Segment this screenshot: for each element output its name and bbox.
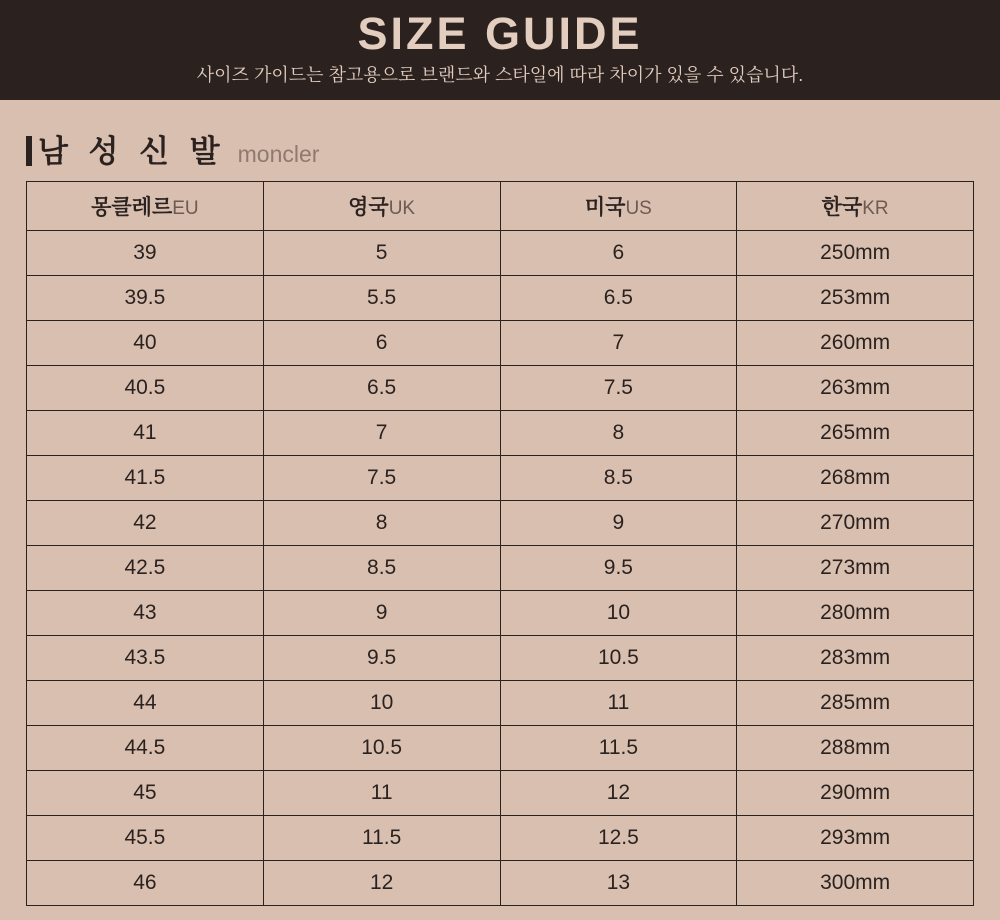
column-header-main: 한국 <box>821 196 863 219</box>
section-brand: moncler <box>237 141 320 167</box>
cell-kr: 268mm <box>737 456 974 501</box>
cell-uk: 8 <box>263 501 500 546</box>
cell-us: 7 <box>500 321 737 366</box>
cell-us: 12 <box>500 771 737 816</box>
column-header-main: 몽클레르 <box>91 196 173 219</box>
table-row <box>27 816 974 861</box>
column-header-main: 영국 <box>348 196 389 219</box>
cell-us: 11 <box>500 681 737 726</box>
column-header-main: 미국 <box>584 196 626 219</box>
cell-us: 9 <box>500 501 737 546</box>
column-header-sub: EU <box>172 198 199 219</box>
section-header <box>26 126 1000 171</box>
table-row <box>27 366 974 411</box>
cell-us: 7.5 <box>500 366 737 411</box>
cell-eu: 41.5 <box>27 456 264 501</box>
table-row <box>27 231 974 276</box>
cell-us: 10.5 <box>500 636 737 681</box>
page-title: SIZE GUIDE <box>357 8 643 59</box>
cell-eu: 44.5 <box>27 726 264 771</box>
column-header-sub: UK <box>388 198 416 219</box>
column-header-sub: US <box>625 198 652 219</box>
table-row <box>27 726 974 771</box>
size-table <box>26 181 974 906</box>
table-column-header <box>500 182 737 231</box>
table-row <box>27 636 974 681</box>
cell-kr: 280mm <box>737 591 974 636</box>
table-row <box>27 681 974 726</box>
cell-uk: 11 <box>263 771 500 816</box>
accent-bar-icon <box>26 136 32 166</box>
cell-us: 8.5 <box>500 456 737 501</box>
cell-us: 9.5 <box>500 546 737 591</box>
page-header <box>0 0 1000 100</box>
cell-us: 13 <box>500 861 737 906</box>
cell-uk: 5.5 <box>263 276 500 321</box>
table-row <box>27 501 974 546</box>
cell-kr: 270mm <box>737 501 974 546</box>
cell-uk: 6 <box>263 321 500 366</box>
cell-kr: 263mm <box>737 366 974 411</box>
cell-eu: 42 <box>27 501 264 546</box>
cell-us: 12.5 <box>500 816 737 861</box>
cell-uk: 7.5 <box>263 456 500 501</box>
table-row <box>27 411 974 456</box>
cell-kr: 290mm <box>737 771 974 816</box>
table-row <box>27 591 974 636</box>
cell-kr: 285mm <box>737 681 974 726</box>
cell-uk: 11.5 <box>263 816 500 861</box>
cell-uk: 6.5 <box>263 366 500 411</box>
cell-eu: 44 <box>27 681 264 726</box>
cell-us: 6.5 <box>500 276 737 321</box>
size-table-container <box>26 181 974 906</box>
page-subtitle: 사이즈 가이드는 참고용으로 브랜드와 스타일에 따라 차이가 있을 수 있습니다. <box>196 65 804 85</box>
cell-eu: 46 <box>27 861 264 906</box>
table-column-header <box>737 182 974 231</box>
cell-uk: 12 <box>263 861 500 906</box>
table-header-row <box>27 182 974 231</box>
cell-eu: 41 <box>27 411 264 456</box>
cell-kr: 253mm <box>737 276 974 321</box>
column-header-sub: KR <box>862 198 889 219</box>
cell-eu: 43.5 <box>27 636 264 681</box>
cell-kr: 300mm <box>737 861 974 906</box>
cell-us: 6 <box>500 231 737 276</box>
cell-us: 10 <box>500 591 737 636</box>
cell-uk: 7 <box>263 411 500 456</box>
cell-eu: 45.5 <box>27 816 264 861</box>
cell-eu: 43 <box>27 591 264 636</box>
cell-uk: 10 <box>263 681 500 726</box>
cell-uk: 5 <box>263 231 500 276</box>
cell-uk: 8.5 <box>263 546 500 591</box>
table-row <box>27 861 974 906</box>
cell-uk: 9 <box>263 591 500 636</box>
cell-eu: 42.5 <box>27 546 264 591</box>
cell-kr: 293mm <box>737 816 974 861</box>
cell-eu: 40 <box>27 321 264 366</box>
section-title: 남 성 신 발 <box>38 134 226 169</box>
cell-kr: 260mm <box>737 321 974 366</box>
cell-eu: 39.5 <box>27 276 264 321</box>
cell-us: 11.5 <box>500 726 737 771</box>
cell-eu: 40.5 <box>27 366 264 411</box>
table-column-header <box>263 182 500 231</box>
table-body <box>27 231 974 906</box>
cell-uk: 10.5 <box>263 726 500 771</box>
cell-uk: 9.5 <box>263 636 500 681</box>
table-row <box>27 321 974 366</box>
cell-kr: 273mm <box>737 546 974 591</box>
cell-kr: 288mm <box>737 726 974 771</box>
cell-us: 8 <box>500 411 737 456</box>
table-header <box>27 182 974 231</box>
cell-kr: 283mm <box>737 636 974 681</box>
table-row <box>27 456 974 501</box>
cell-kr: 265mm <box>737 411 974 456</box>
table-row <box>27 276 974 321</box>
table-column-header <box>27 182 264 231</box>
cell-eu: 45 <box>27 771 264 816</box>
table-row <box>27 771 974 816</box>
table-row <box>27 546 974 591</box>
cell-eu: 39 <box>27 231 264 276</box>
cell-kr: 250mm <box>737 231 974 276</box>
